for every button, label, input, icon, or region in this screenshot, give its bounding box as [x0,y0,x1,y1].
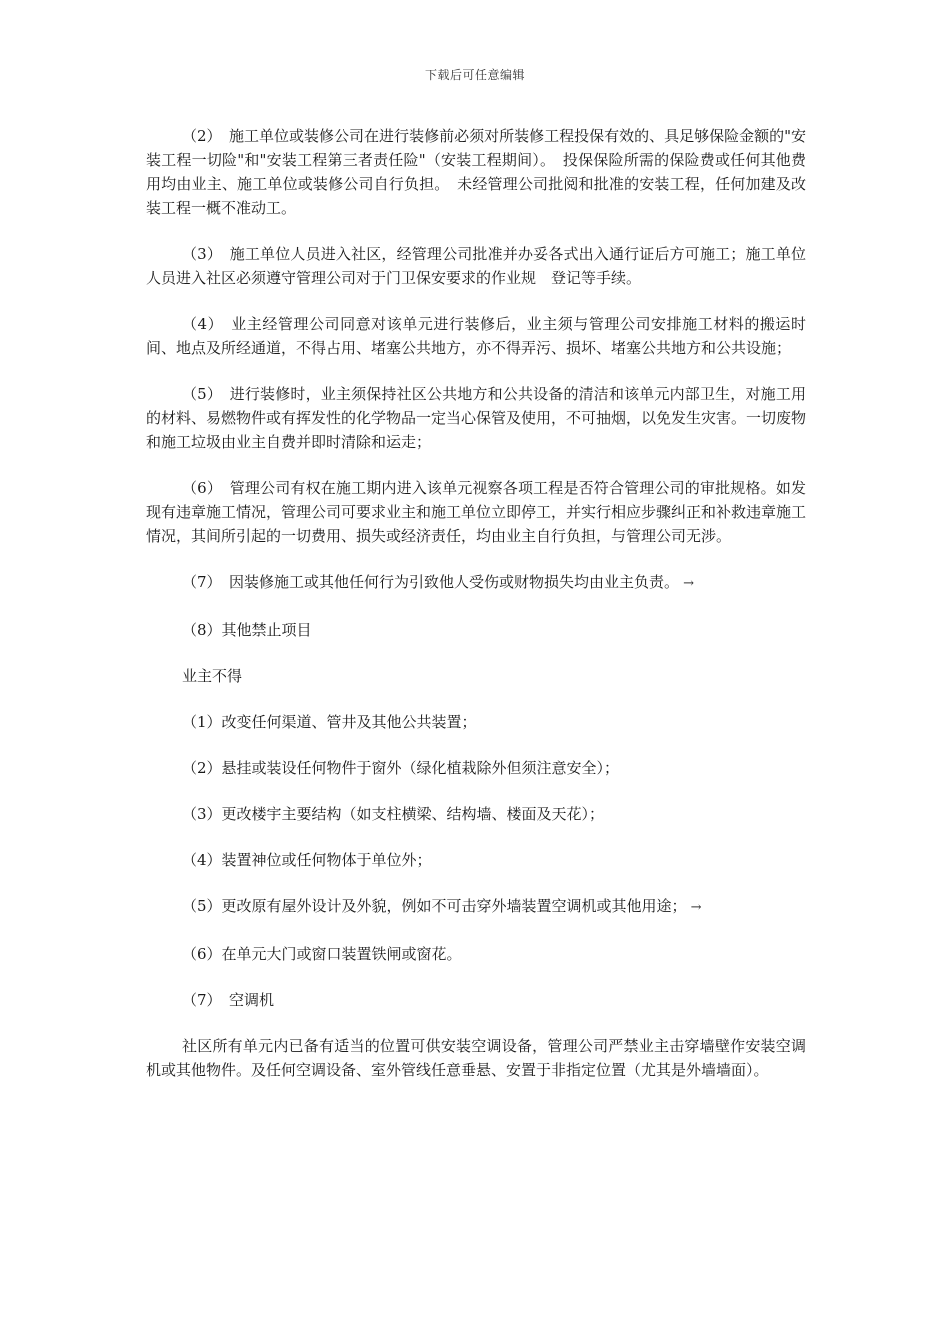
clause-7 [146,570,806,596]
document-body [146,124,806,1104]
owner-prohibited-heading: 业主不得 [182,667,243,685]
clause-3: （3） 施工单位人员进入社区，经管理公司批准并办妥各式出入通行证后方可施工；施工单位人员进入社区必须遵守管理公司对于门卫保安要求的作业规 登记等手续。 [146,245,806,287]
aircon-heading: （7） 空调机 [182,991,275,1009]
arrow-icon: → [683,576,694,591]
clause-2: （2） 施工单位或装修公司在进行装修前必须对所装修工程投保有效的、具足够保险金额的"安装工程一切险"和"安装工程第三者责任险"（安装工程期间）。 投保保险所需的保险费或任何其他费用均由业主、施工单位或装修公司自行负担。 未经管理公司批阅和批准的安装工程，任何加建及改装工程一概不准动工。 [146,127,806,217]
clause-4: （4） 业主经管理公司同意对该单元进行装修后，业主须与管理公司安排施工材料的搬运时间、地点及所经通道，不得占用、堵塞公共地方，亦不得弄污、损坏、堵塞公共地方和公共设施； [146,315,806,357]
clause-6: （6） 管理公司有权在施工期内进入该单元视察各项工程是否符合管理公司的审批规格。如发现有违章施工情况，管理公司可要求业主和施工单位立即停工，并实行相应步骤纠正和补救违章施工情况，其间所引起的一切费用、损失或经济责任，均由业主自行负担，与管理公司无涉。 [146,479,807,545]
prohibited-item-6: （6）在单元大门或窗口装置铁闸或窗花。 [182,945,462,963]
clause-5: （5） 进行装修时，业主须保持社区公共地方和公共设备的清洁和该单元内部卫生，对施工用的材料、易燃物件或有挥发性的化学物品一定当心保管及使用，不可抽烟，以免发生灾害。一切废物和施工垃圾由业主自费并即时清除和运走； [146,385,807,451]
clause-7-text: （7） 因装修施工或其他任何行为引致他人受伤或财物损失均由业主负责。 [182,573,680,591]
page-header: 下载后可任意编辑 [424,68,525,82]
arrow-icon: → [690,900,702,915]
prohibited-item-1: （1）改变任何渠道、管井及其他公共装置； [182,713,477,731]
prohibited-item-5-text: （5）更改原有屋外设计及外貌，例如不可击穿外墙装置空调机或其他用途； [182,897,687,915]
prohibited-item-3: （3）更改楼宇主要结构（如支柱横梁、结构墙、楼面及天花）； [182,805,605,823]
clause-8-heading: （8）其他禁止项目 [182,621,312,639]
prohibited-item-5 [146,894,806,920]
aircon-paragraph: 社区所有单元内已备有适当的位置可供安装空调设备，管理公司严禁业主击穿墙壁作安装空调机或其他物件。及任何空调设备、室外管线任意垂悬、安置于非指定位置（尤其是外墙墙面）。 [146,1037,806,1079]
prohibited-item-4: （4）装置神位或任何物体于单位外； [182,851,432,869]
prohibited-item-2: （2）悬挂或装设任何物件于窗外（绿化植栽除外但须注意安全）； [182,759,620,777]
